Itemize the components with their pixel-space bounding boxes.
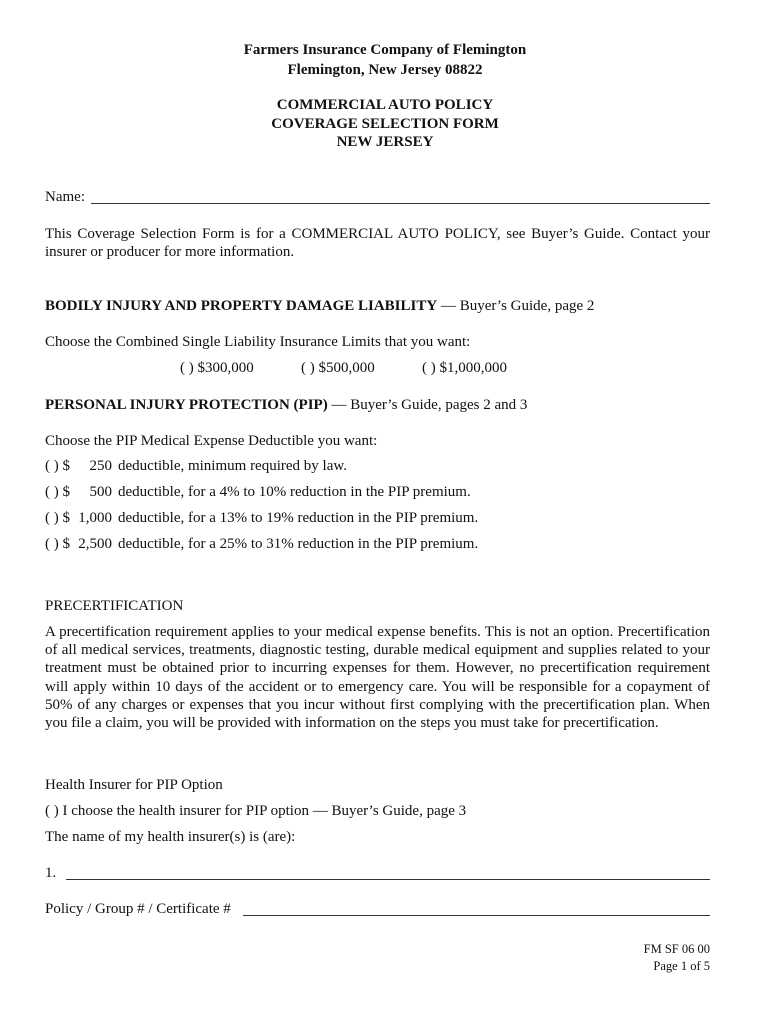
pip-option-amount: 1,000 [78, 510, 112, 526]
intro-line2: insurer or producer for more information. [45, 244, 295, 260]
policy-number-line[interactable] [243, 915, 710, 916]
insurer-item-number: 1. [45, 865, 57, 881]
pip-option-text: deductible, for a 4% to 10% reduction in the PIP premium. [118, 484, 471, 500]
pip-option-prefix: ( ) $ [45, 536, 70, 552]
form-title-line1: COMMERCIAL AUTO POLICY [276, 97, 494, 113]
pip-option-500[interactable] [45, 483, 471, 501]
health-insurer-option[interactable]: ( ) I choose the health insurer for PIP option — Buyer’s Guide, page 3 [45, 803, 467, 819]
name-label: Name: [45, 189, 85, 205]
intro-line1: This Coverage Selection Form is for a COMMERCIAL AUTO POLICY, see Buyer’s Guide. Contact your [45, 226, 710, 242]
pip-heading: PERSONAL INJURY PROTECTION (PIP) [45, 397, 328, 413]
precert-body: A precertification requirement applies to your medical expense benefits. This is not an option. Precertification of all medical services, treatments, diagnostic testing, durable medical equipment and supplies related to your treatment must be obtained prior to incurring expenses for them. However, no precertification requirement will apply within 10 days of the accident or to emergency care. You will be responsible for a copayment of 50% of any charges or expenses that you incur without first complying with the precertification plan. When you file a claim, you will be provided with information on the steps you must take for precertification. [45, 624, 710, 732]
liability-option-500k[interactable]: ( ) $500,000 [301, 360, 375, 376]
pip-guide-ref: — Buyer’s Guide, pages 2 and 3 [327, 397, 528, 413]
precert-heading: PRECERTIFICATION [45, 598, 184, 614]
pip-option-text: deductible, for a 13% to 19% reduction in the PIP premium. [118, 510, 479, 526]
form-title-line2: COVERAGE SELECTION FORM [271, 116, 499, 132]
liability-heading-row [45, 297, 594, 315]
pip-option-prefix: ( ) $ [45, 458, 70, 474]
health-insurer-label: The name of my health insurer(s) is (are): [45, 829, 296, 845]
liability-option-1m[interactable]: ( ) $1,000,000 [422, 360, 507, 376]
liability-guide-ref: — Buyer’s Guide, page 2 [437, 298, 595, 314]
pip-option-amount: 250 [89, 458, 112, 474]
liability-option-300k[interactable]: ( ) $300,000 [180, 360, 254, 376]
health-heading: Health Insurer for PIP Option [45, 777, 223, 793]
pip-option-amount: 500 [89, 484, 112, 500]
pip-option-250[interactable] [45, 457, 347, 475]
pip-option-text: deductible, minimum required by law. [118, 458, 347, 474]
pip-option-1000[interactable] [45, 509, 478, 527]
form-title-line3: NEW JERSEY [336, 134, 434, 150]
liability-prompt: Choose the Combined Single Liability Insurance Limits that you want: [45, 334, 471, 350]
company-name: Farmers Insurance Company of Flemington [243, 42, 527, 58]
company-address: Flemington, New Jersey 08822 [287, 62, 483, 78]
liability-heading: BODILY INJURY AND PROPERTY DAMAGE LIABILITY [45, 298, 438, 314]
pip-option-2500[interactable] [45, 535, 478, 553]
policy-label: Policy / Group # / Certificate # [45, 901, 231, 917]
pip-prompt: Choose the PIP Medical Expense Deductible you want: [45, 433, 378, 449]
name-field-line[interactable] [91, 203, 710, 204]
pip-option-prefix: ( ) $ [45, 510, 70, 526]
insurer-name-line[interactable] [66, 879, 710, 880]
page-number: Page 1 of 5 [653, 959, 710, 973]
pip-option-prefix: ( ) $ [45, 484, 70, 500]
form-id: FM SF 06 00 [643, 942, 710, 956]
pip-option-amount: 2,500 [78, 536, 112, 552]
pip-heading-row [45, 396, 527, 414]
pip-option-text: deductible, for a 25% to 31% reduction in the PIP premium. [118, 536, 479, 552]
